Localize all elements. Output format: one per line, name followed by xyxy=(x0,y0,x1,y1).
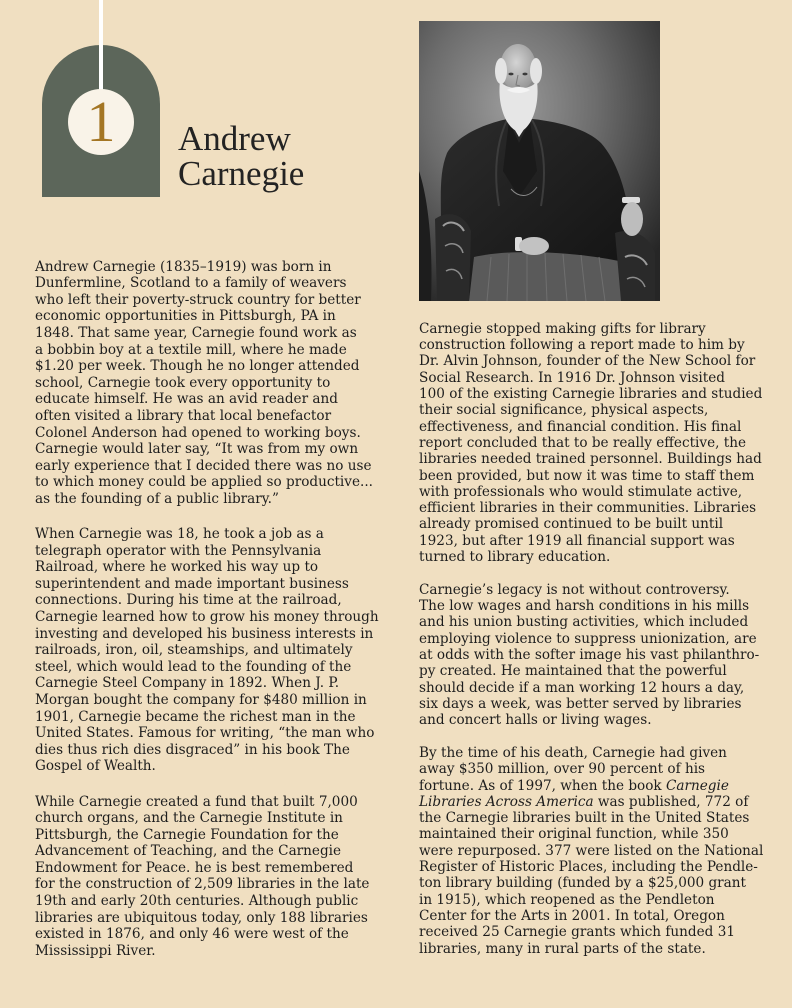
text-line: at odds with the softer image his vast philanthro- xyxy=(419,646,760,663)
text-line: 1923, but after 1919 all financial support was xyxy=(419,532,735,549)
paragraph xyxy=(35,526,405,775)
tab-connector-line xyxy=(99,0,103,92)
title-line: Carnegie xyxy=(178,153,305,193)
paragraph xyxy=(419,745,784,957)
text-line: Dr. Alvin Johnson, founder of the New School for xyxy=(419,353,756,370)
text-line: Railroad, where he worked his way up to xyxy=(35,559,319,576)
text-line: as the founding of a public library.” xyxy=(35,491,279,507)
section-number: 1 xyxy=(86,89,116,154)
text-line: maintained their original function, while 350 xyxy=(419,826,729,843)
text-line: Carnegie learned how to grow his money through xyxy=(35,609,379,626)
text-line: libraries, many in rural parts of the state. xyxy=(419,940,706,957)
text-line: Gospel of Wealth. xyxy=(35,758,156,775)
text-line: early experience that I decided there was no use xyxy=(35,457,372,474)
text-line: six days a week, was better served by libraries xyxy=(419,695,742,712)
text-line: often visited a library that local benefactor xyxy=(35,408,332,425)
text-line: libraries are ubiquitous today, only 188 libraries xyxy=(35,909,368,926)
text-line: existed in 1876, and only 46 were west of the xyxy=(35,926,349,943)
text-line: When Carnegie was 18, he took a job as a xyxy=(35,526,324,543)
text-line: connections. During his time at the railroad, xyxy=(35,592,342,609)
text-line: libraries needed trained personnel. Buildings had xyxy=(419,451,762,468)
text-line: school, Carnegie took every opportunity to xyxy=(35,374,331,391)
text-line: 1901, Carnegie became the richest man in the xyxy=(35,708,356,725)
text-line: church organs, and the Carnegie Institute in xyxy=(35,810,343,827)
text-line: with professionals who would stimulate active, xyxy=(419,483,743,500)
text-line: ton library building (funded by a $25,000 grant xyxy=(419,875,747,892)
text-line: effectiveness, and financial condition. His final xyxy=(419,418,742,435)
text-line: Social Research. In 1916 Dr. Johnson visited xyxy=(419,369,725,386)
text-line: the Carnegie libraries built in the United States xyxy=(419,810,750,827)
text-line: who left their poverty-struck country for better xyxy=(35,291,361,308)
text-line: Andrew Carnegie (1835–1919) was born in xyxy=(35,258,332,275)
text-line: efficient libraries in their communities. Libraries xyxy=(419,500,757,517)
text-line: Carnegie would later say, “It was from my own xyxy=(35,441,359,458)
text-line: Pittsburgh, the Carnegie Foundation for the xyxy=(35,826,339,843)
text-line: to which money could be applied so productive... xyxy=(35,474,373,491)
text-line: Advancement of Teaching, and the Carnegie xyxy=(35,843,342,860)
text-line: dies thus rich dies disgraced” in his book The xyxy=(35,741,350,758)
number-badge xyxy=(68,89,134,155)
text-line: report concluded that to be really effective, the xyxy=(419,434,747,451)
text-line: United States. Famous for writing, “the man who xyxy=(35,725,375,742)
section-title xyxy=(178,118,305,193)
text-line: turned to library education. xyxy=(419,549,611,565)
right-column xyxy=(419,321,784,973)
text-line: Dunfermline, Scotland to a family of weavers xyxy=(35,275,347,292)
text-line: The low wages and harsh conditions in his mills xyxy=(419,598,750,615)
text-line xyxy=(419,794,784,810)
text-line: By the time of his death, Carnegie had given xyxy=(419,744,727,761)
paragraph xyxy=(419,321,784,565)
text-line: 100 of the existing Carnegie libraries and studied xyxy=(419,386,763,403)
text-line: Carnegie stopped making gifts for library xyxy=(419,320,706,337)
text-line: employing violence to suppress unionization, are xyxy=(419,630,757,647)
text-line: and his union busting activities, which included xyxy=(419,614,749,631)
text-line: away $350 million, over 90 percent of his xyxy=(419,761,706,778)
text-line: should decide if a man working 12 hours a day, xyxy=(419,679,745,696)
text-line: were repurposed. 377 were listed on the National xyxy=(419,842,764,859)
text-line: received 25 Carnegie grants which funded 31 xyxy=(419,924,735,941)
text-line: Colonel Anderson had opened to working boys. xyxy=(35,424,361,441)
left-column xyxy=(35,259,405,978)
text-segment: fortune. As of 1997, when the book xyxy=(419,777,666,794)
text-line: Morgan bought the company for $480 million in xyxy=(35,692,367,709)
text-line: already promised continued to be built until xyxy=(419,516,724,533)
text-line: educate himself. He was an avid reader and xyxy=(35,391,338,408)
paragraph xyxy=(35,794,405,960)
text-line: Endowment for Peace. he is best remembered xyxy=(35,859,354,876)
text-line: steel, which would lead to the founding of the xyxy=(35,658,352,675)
text-line: Center for the Arts in 2001. In total, Oregon xyxy=(419,907,725,924)
text-line: for the construction of 2,509 libraries in the late xyxy=(35,876,370,893)
paragraph xyxy=(419,582,784,729)
portrait-photo xyxy=(419,21,660,301)
text-line xyxy=(419,778,784,794)
text-line: superintendent and made important business xyxy=(35,575,349,592)
text-line: telegraph operator with the Pennsylvania xyxy=(35,542,322,559)
text-line: 1848. That same year, Carnegie found work as xyxy=(35,325,357,342)
text-line: a bobbin boy at a textile mill, where he made xyxy=(35,341,347,358)
text-line: been provided, but now it was time to staff them xyxy=(419,467,755,484)
text-line: and concert halls or living wages. xyxy=(419,712,652,729)
text-line: railroads, iron, oil, steamships, and ultimately xyxy=(35,642,353,659)
text-line: economic opportunities in Pittsburgh, PA in xyxy=(35,308,336,325)
text-line: their social significance, physical aspects, xyxy=(419,402,709,419)
text-line: Carnegie Steel Company in 1892. When J. P. xyxy=(35,675,340,692)
text-line: While Carnegie created a fund that built 7,000 xyxy=(35,793,358,810)
text-line: Register of Historic Places, including the Pendle- xyxy=(419,859,758,876)
text-line: Mississippi River. xyxy=(35,942,156,959)
text-segment: was published, 772 of xyxy=(593,793,749,810)
text-line: py created. He maintained that the powerful xyxy=(419,663,727,680)
title-line: Andrew xyxy=(178,118,291,158)
text-line: in 1915), which reopened as the Pendleton xyxy=(419,891,715,908)
text-line: construction following a report made to him by xyxy=(419,337,745,354)
text-line: 19th and early 20th centuries. Although public xyxy=(35,893,359,910)
text-line: Carnegie’s legacy is not without controversy. xyxy=(419,581,730,598)
text-line: $1.20 per week. Though he no longer attended xyxy=(35,358,360,375)
book-title: Carnegie xyxy=(665,777,729,794)
text-line: investing and developed his business interests in xyxy=(35,625,374,642)
book-title: Libraries Across America xyxy=(419,793,594,810)
paragraph xyxy=(35,259,405,508)
